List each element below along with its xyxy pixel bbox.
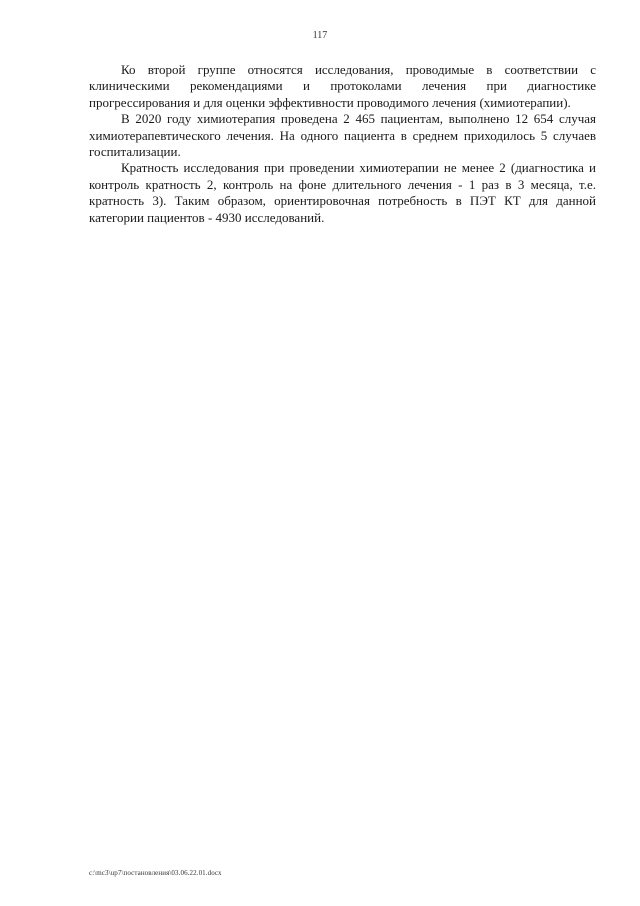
page-number: 117 [312, 30, 328, 41]
paragraph-second-group: Ко второй группе относятся исследования, проводимые в соответствии с клиническими рекомендациями и протоколами лечения при диагностике прогрессирования и для оценки эффективности проводимого лечения (химиотерапии). [89, 62, 596, 110]
paragraph-study-frequency: Кратность исследования при проведении химиотерапии не менее 2 (диагностика и контроль кратность 2, контроль на фоне длительного лечения - 1 раз в 3 месяца, т.е. кратность 3). Таким образом, ориентировочная потребность в ПЭТ КТ для данной категории пациентов - 4930 исследований. [89, 160, 596, 225]
document-body [89, 62, 596, 226]
paragraph-chemotherapy-2020: В 2020 году химиотерапия проведена 2 465 пациентам, выполнено 12 654 случая химиотерапевтического лечения. На одного пациента в среднем приходилось 5 случаев госпитализации. [89, 111, 596, 160]
footer-file-path: c:\mc3\up7\постановления\03.06.22.01.docx [89, 869, 222, 877]
